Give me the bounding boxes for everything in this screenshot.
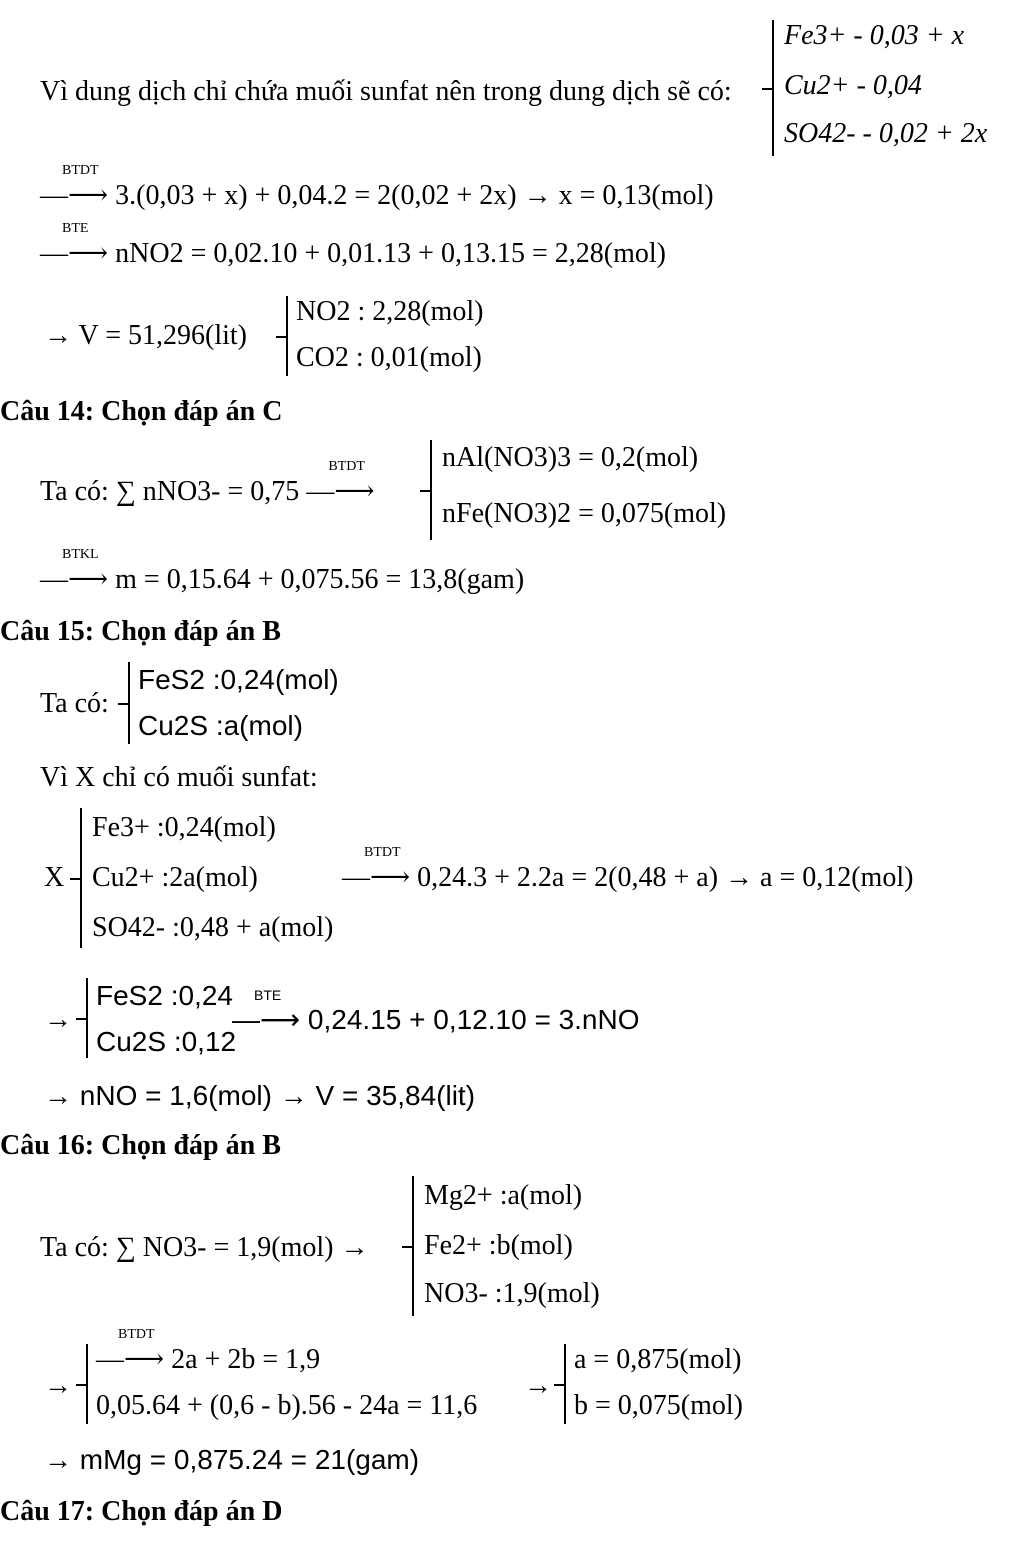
brace xyxy=(564,1344,566,1424)
arrow-btdt: —⟶ BTDT xyxy=(96,1327,165,1375)
q16-line1: Ta có: ∑ NO3- = 1,9(mol) → xyxy=(40,1232,369,1263)
q15-eq3: → nNO = 1,6(mol) → V = 35,84(lit) xyxy=(44,1080,476,1111)
q16-e1: —⟶ BTDT 2a + 2b = 1,9 xyxy=(96,1327,321,1375)
arrow-right: → xyxy=(44,1370,72,1401)
heading-q15: Câu 15: Chọn đáp án B xyxy=(0,616,281,647)
brace xyxy=(86,1344,88,1424)
q16-fe: Fe2+ :b(mol) xyxy=(424,1230,573,1261)
volume-result: → V = 51,296(lit) xyxy=(44,320,247,351)
ion-cu: Cu2+ - 0,04 xyxy=(784,70,922,101)
q15-eq2: —⟶ BTE 0,24.15 + 0,12.10 = 3.nNO xyxy=(232,987,640,1035)
brace xyxy=(86,978,88,1058)
q14-line2: —⟶ BTKL m = 0,15.64 + 0,075.56 = 13,8(gam) xyxy=(40,547,525,595)
gas-co2: CO2 : 0,01(mol) xyxy=(296,342,482,373)
brace xyxy=(80,808,82,948)
arrow-bte: —⟶ BTE xyxy=(40,221,109,269)
q16-e2: 0,05.64 + (0,6 - b).56 - 24a = 11,6 xyxy=(96,1390,478,1421)
brace xyxy=(286,296,288,376)
brace xyxy=(128,662,130,744)
q15-cu2s: Cu2S :a(mol) xyxy=(138,710,303,741)
q15-eq1: —⟶ BTDT 0,24.3 + 2.2a = 2(0,48 + a) → a = 0,12(mol) xyxy=(342,845,914,893)
q14-fe: nFe(NO3)2 = 0,075(mol) xyxy=(442,498,727,529)
q15-x: X xyxy=(44,862,65,893)
q15-fes2: FeS2 :0,24(mol) xyxy=(138,664,339,695)
q15-so4: SO42- :0,48 + a(mol) xyxy=(92,912,334,943)
arrow-btdt: —⟶ BTDT xyxy=(306,459,375,507)
arrow-right: → xyxy=(44,1004,72,1035)
arrow-btdt: —⟶ BTDT xyxy=(40,163,109,211)
q14-al: nAl(NO3)3 = 0,2(mol) xyxy=(442,442,699,473)
brace xyxy=(412,1176,414,1316)
arrow-btkl: —⟶ BTKL xyxy=(40,547,109,595)
gas-no2: NO2 : 2,28(mol) xyxy=(296,296,484,327)
heading-q16: Câu 16: Chọn đáp án B xyxy=(0,1130,281,1161)
ion-so4: SO42- - 0,02 + 2x xyxy=(784,118,988,149)
heading-q17: Câu 17: Chọn đáp án D xyxy=(0,1496,283,1527)
q15-cu2: Cu2+ :2a(mol) xyxy=(92,862,258,893)
q15-t1: FeS2 :0,24 xyxy=(96,980,233,1011)
q15-taco: Ta có: xyxy=(40,688,109,719)
q15-vi: Vì X chỉ có muối sunfat: xyxy=(40,762,318,793)
brace xyxy=(430,440,432,540)
ion-fe: Fe3+ - 0,03 + x xyxy=(784,20,965,51)
arrow-bte: —⟶ BTE xyxy=(232,987,301,1035)
q16-r1: a = 0,875(mol) xyxy=(574,1344,742,1375)
q16-no3: NO3- :1,9(mol) xyxy=(424,1278,600,1309)
eq-btdt-1: —⟶ BTDT 3.(0,03 + x) + 0,04.2 = 2(0,02 + 2x) → x = 0,13(mol) xyxy=(40,163,714,211)
arrow-btdt: —⟶ BTDT xyxy=(342,845,411,893)
q16-mg: Mg2+ :a(mol) xyxy=(424,1180,583,1211)
arrow-right: → xyxy=(524,1370,552,1401)
q14-line1: Ta có: ∑ nNO3- = 0,75 —⟶ BTDT xyxy=(40,459,375,507)
q16-final: → mMg = 0,875.24 = 21(gam) xyxy=(44,1444,420,1475)
heading-q14: Câu 14: Chọn đáp án C xyxy=(0,396,283,427)
q15-fe3: Fe3+ :0,24(mol) xyxy=(92,812,276,843)
brace xyxy=(772,20,774,156)
eq-bte-1: —⟶ BTE nNO2 = 0,02.10 + 0,01.13 + 0,13.15 = 2,28(mol) xyxy=(40,221,666,269)
q16-r2: b = 0,075(mol) xyxy=(574,1390,743,1421)
q15-t2: Cu2S :0,12 xyxy=(96,1026,237,1057)
intro-text: Vì dung dịch chỉ chứa muối sunfat nên trong dung dịch sẽ có: xyxy=(40,76,732,107)
